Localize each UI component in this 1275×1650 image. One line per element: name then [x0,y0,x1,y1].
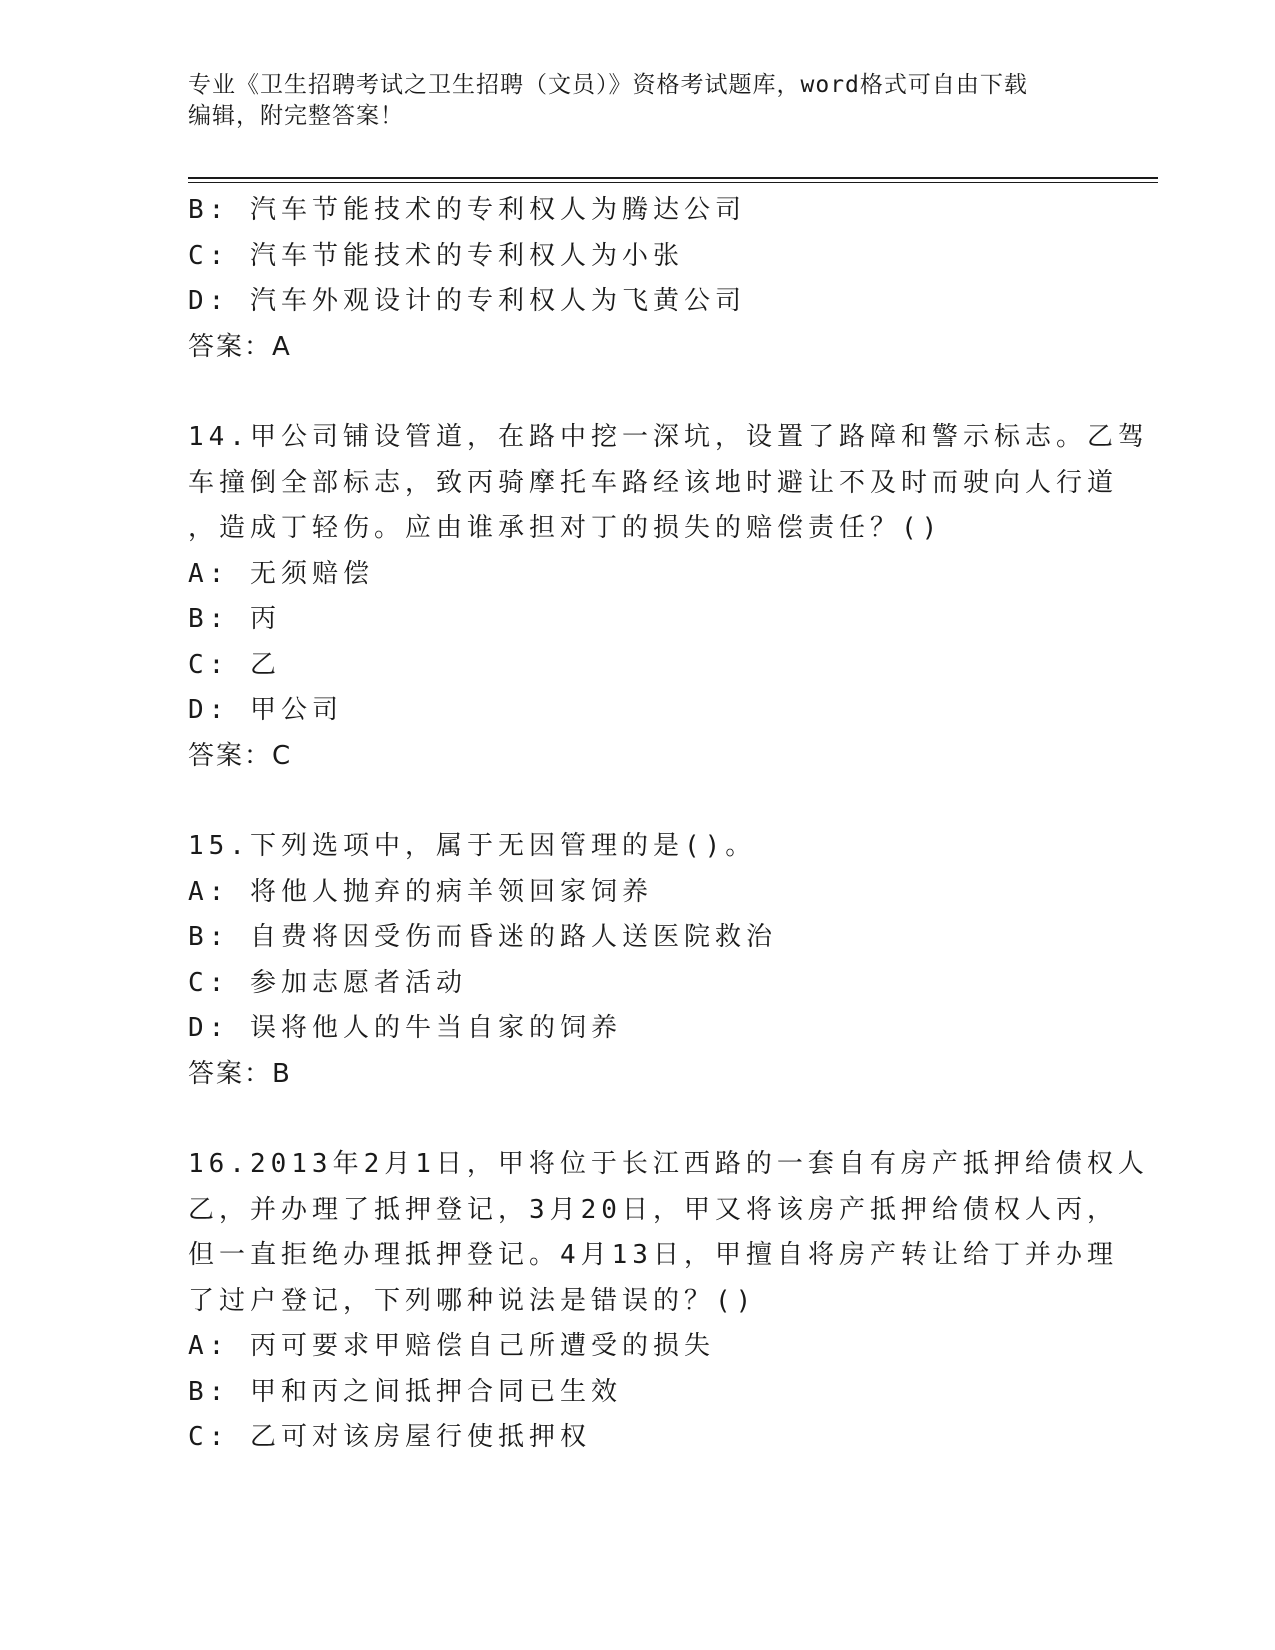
answer-line: 答案：C [188,740,293,771]
option-a: A: 将他人抛弃的病羊领回家饲养 [188,876,653,907]
question-stem-line: 16.2013年2月1日，甲将位于长江西路的一套自有房产抵押给债权人 [188,1149,1149,1179]
option-b: B: 甲和丙之间抵押合同已生效 [188,1376,622,1407]
spacer [188,1097,1088,1142]
answer-line: 答案：B [188,1058,292,1089]
question-13-tail [188,188,1088,370]
option-c: C: 汽车节能技术的专利权人为小张 [188,240,684,271]
header-line-1: 专业《卫生招聘考试之卫生招聘（文员）》资格考试题库，word格式可自由下载 [188,72,1028,98]
question-stem-line: 15.下列选项中，属于无因管理的是()。 [188,831,757,861]
header-divider-thick [188,177,1158,179]
header-divider-thin [188,182,1158,183]
question-stem-line: 车撞倒全部标志，致丙骑摩托车路经该地时避让不及时而驶向人行道 [188,467,1119,498]
option-d: D: 汽车外观设计的专利权人为飞黄公司 [188,286,746,316]
option-d: D: 甲公司 [188,695,343,725]
option-a: A: 无须赔偿 [188,558,374,589]
option-b: B: 自费将因受伤而昏迷的路人送医院救治 [188,922,777,952]
question-list [188,188,1149,1461]
question-stem-line: 乙，并办理了抵押登记，3月20日，甲又将该房产抵押给债权人丙， [188,1194,1118,1225]
answer-line: 答案：A [188,331,292,362]
question-stem-line: ，造成丁轻伤。应由谁承担对丁的损失的赔偿责任？() [188,513,943,543]
question-stem-line: 但一直拒绝办理抵押登记。4月13日，甲擅自将房产转让给丁并办理 [188,1240,1118,1270]
option-c: C: 乙 [188,649,281,680]
spacer [188,370,1088,415]
question-16 [188,1142,1149,1461]
question-stem-line: 14.甲公司铺设管道，在路中挖一深坑，设置了路障和警示标志。乙驾 [188,422,1149,452]
option-c: C: 参加志愿者活动 [188,967,467,998]
header-line-2: 编辑，附完整答案！ [188,103,404,129]
option-c: C: 乙可对该房屋行使抵押权 [188,1422,591,1452]
option-b: B: 汽车节能技术的专利权人为腾达公司 [188,195,746,225]
question-15 [188,824,1088,1097]
spacer [188,779,1088,824]
document-header [188,70,1088,132]
option-b: B: 丙 [188,604,281,634]
question-stem-line: 了过户登记，下列哪种说法是错误的？() [188,1285,757,1316]
option-d: D: 误将他人的牛当自家的饲养 [188,1013,622,1043]
question-14 [188,415,1149,779]
option-a: A: 丙可要求甲赔偿自己所遭受的损失 [188,1331,715,1361]
